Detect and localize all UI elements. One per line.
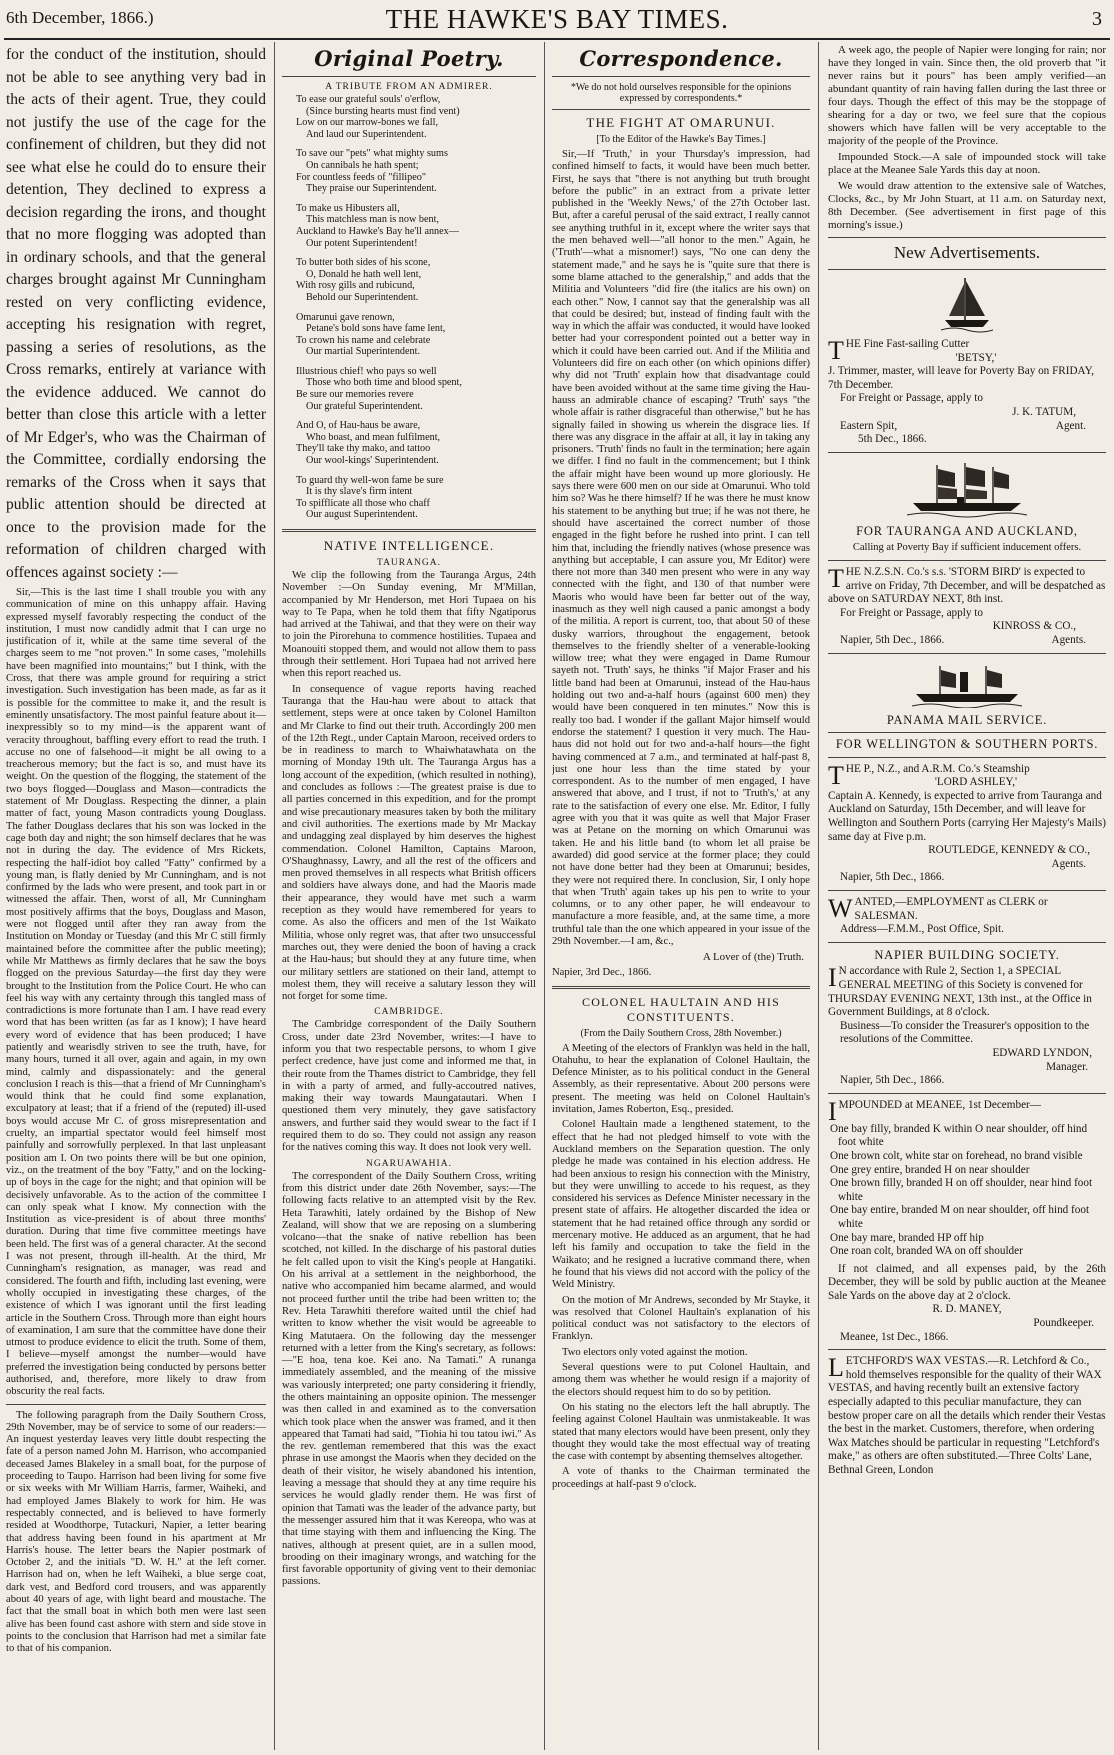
fight-title: THE FIGHT AT OMARUNUI. — [586, 115, 776, 130]
drop-cap: W — [828, 894, 853, 924]
divider — [828, 269, 1106, 270]
impounded-item: One roan colt, branded WA on off shoulder — [830, 1245, 1023, 1258]
poem-line: On cannibals he hath spent; — [306, 159, 419, 171]
divider — [828, 732, 1106, 733]
news-rain: A week ago, the people of Napier were longing for rain; nor have they longed in vain. Since then, the old proverb that "it never rains but it pours" has been amply verified—an abundant quantity of rain having fallen during the last three or four days. Though the effect of this may be the stoppage of shearing for a day or two, we feel sure that the copious showers which have fallen will be very acceptable to the majority of the people of the Province. — [828, 44, 1106, 147]
poem-line: And O, of Hau-haus be aware, — [296, 420, 421, 432]
poem-stanza — [296, 94, 536, 140]
news-watches-sale: We would draw attention to the extensive sale of Watches, Clocks, &c., by Mr John Stuart, at 11 a.m. on Saturday next, 8th December. (See advertisement in first page of this morning's issue.) — [828, 180, 1106, 231]
place: Napier, 5th Dec., 1866. — [840, 871, 945, 884]
poem-line: Be sure our memories revere — [296, 389, 414, 401]
divider — [828, 757, 1106, 758]
original-poetry-header: Original Poetry. — [314, 46, 504, 71]
harrison-paragraph: The following paragraph from the Daily Southern Cross, 29th November, may be of service to some of our readers:—An inquest yesterday leaves very little doubt respecting the fate of a person named John M. Harrison, who accompanied deceased James Blakeley in a small boat, for the purpose of proceeding to Taupo. Harrison had been living for some five or six weeks with Mr William Harris, farmer, Waiheki, and had employed James Blakely to work for him. He was respectably connected, and is believed to have formerly resided at Woodthorpe, Tutackuri, Napier, a letter bearing that address having been found in his apartment at Mr Harris's house. The letter bears the Napier postmark of October 2, and the initials "D. W. H." at the left corner. Harrison had on, when he left Waiheki, a blue serge coat, dark vest, and Bedford cord trousers, and was apparently about 40 years of age, with light beard and moustache. The fact that the small boat in which both men were last seen alive has been found cast ashore with stern and side stove in points to the conclusion that Harrison had met a similar fate to that of his companion. — [6, 1409, 266, 1655]
place-row — [828, 420, 1106, 434]
drop-cap: T — [828, 760, 844, 790]
role: Agent. — [1055, 419, 1086, 432]
column-divider — [544, 42, 545, 1750]
ad-title: PANAMA MAIL SERVICE. — [886, 712, 1048, 727]
tauranga-paragraph-2: In consequence of vague reports having reached Tauranga that the Hau-hau were about to attack that settlement, steps were at once taken by Colonel Hamilton and Mr Clarke to find out their truth. Accordingly 200 men of the 12th Regt., under Captain Maroon, received orders to be in readiness to march to Whaiwhatawhata on the morning of Monday 19th ult. The Tauranga Argus has a long account of the expedition, (which resulted in nothing), and concludes as follows :—The greatest praise is due to all parties concerned in this expedition, and for the prompt and wise precautionary measures taken by both the military and civil authorities. The exertions made by Mr Mackay and undagging zeal displayed by him deserves the highest commendation. Colonel Hamilton, Captains Maroon, O'Shaughnassy, Lawry, and all the rest of the officers and men proved themselves in all respects what British officers and soldiers have always done, and had the Maoris made their appearance, they would have met such a warm reception as they would have remembered for years to come. As also the officers and men of the 1st Waikato Militia, whose only regret was, that after two unsuccessful marches out, they were denied the boon of having a crack at the Hau-haus; but should they at any future time, when our military settlers are stationed on their land, attempt to molest them, they will receive a salutary lesson they will not forget for some time. — [282, 683, 536, 1003]
betsy-text: J. Trimmer, master, will leave for Poverty Bay on FRIDAY, 7th December. — [828, 365, 1095, 391]
poem-line: Our grateful Superintendent. — [306, 400, 423, 412]
column-3 — [552, 44, 810, 1750]
ngaruawahia-paragraph: The correspondent of the Daily Southern Cross, writing from this district under date 26th November, says:—The following facts relative to an attempted visit by the Rev. Heta Tarawhiti, lately ordained by the Bishop of New Zealand, will show that we are reposing on a slumbering volcano—that the snake of native rebellion has been scotched, not killed. In the discharge of his pastoral duties he felt called upon to visit the King's people at Hangatiki. On his arrival at a settlement in the neighborhood, the native who accompanied him became alarmed, and would not proceed further until the tribe had been written to; the Rev. Heta Tarawhiti therefore waited until the chief had written to know whether the visit would be agreeable to King Matutaera. On the following day the messenger returned with a letter from the King's secretary, as follows:—"E hoa, tena koe. Kei ano. Na Tamati." A runanga immediately assembled, and the meaning of the missive was variously interpreted; one party considering it friendly, the others maintaining an opposite opinion. The messenger was then called in and examined as to the conversation which took place when the answer was framed, and it then appeared that Tamati had said, "Tiohia hi tou tatou iwi." As the rev. gentleman remembered that this was the exact phrase in use amongst the Maoris when they decided on the death of their visitor, he wisely abandoned his intention, leaving a message that should they at any time require his services he would gladly render them. He was first of opinion that Tamati was the leader of the advance party, but the messenger assured him that it was Kereopa, who was at that time staying with them and influencing the King. The natives, although at present quiet, are in a sullen mood, brooding on their imaginary wrongs, and watching for the first favorable opportunity of giving vent to their demoniac passions. — [282, 1170, 536, 1588]
poem-line: This matchless man is now bent, — [306, 214, 439, 226]
poem-line: To ease our grateful souls' o'erflow, — [296, 94, 441, 105]
divider — [282, 76, 536, 77]
place: Meanee, 1st Dec., 1866. — [840, 1330, 949, 1343]
mail-steamer-icon — [912, 660, 1022, 708]
poem-line: Our wool-kings' Superintendent. — [306, 455, 439, 467]
letchford-advertisement — [828, 1355, 1106, 1477]
place: Napier, 5th Dec., 1866. — [840, 1074, 945, 1087]
tauranga-subhead: TAURANGA. — [377, 558, 441, 568]
impounded-item: One brown filly, branded H on off shoulder, near hind foot white — [830, 1177, 1093, 1203]
impounded-advertisement — [828, 1096, 1106, 1345]
agent-name: EDWARD LYNDON, — [992, 1046, 1092, 1059]
poem-line: Omarunui gave renown, — [296, 311, 395, 323]
fight-signature: A Lover of (the) Truth. — [702, 951, 804, 964]
drop-cap: T — [828, 336, 844, 365]
freight-line: For Freight or Passage, apply to — [840, 606, 983, 619]
news-impounded-stock: Impounded Stock.—A sale of impounded stock will take place at the Meanee Sale Yards this day at noon. — [828, 151, 1106, 176]
poem-line: And laud our Superintendent. — [306, 128, 427, 140]
cutter-icon — [941, 276, 993, 334]
poem-line: Low on our marrow-bones we fall, — [296, 117, 439, 129]
building-business: Business—To consider the Treasurer's opposition to the resolutions of the Committee. — [840, 1019, 1090, 1046]
poem-line: With rosy gills and rubicund, — [296, 280, 415, 292]
haultain-paragraph: Several questions were to put Colonel Haultain, and among them was whether he would resign if a majority of the electors should request him to do so by petition. — [552, 1362, 810, 1398]
impounded-list — [828, 1123, 1106, 1259]
impounded-item: One grey entire, branded H on near shoulder — [830, 1163, 1030, 1176]
poem-line: For countless feeds of "fillipeo" — [296, 171, 426, 183]
divider — [828, 1349, 1106, 1350]
agent-name: KINROSS & CO., — [992, 620, 1076, 633]
agent-name: J. K. TATUM, — [1012, 405, 1076, 418]
building-society-advertisement — [828, 949, 1106, 1088]
fight-date: Napier, 3rd Dec., 1866. — [552, 967, 652, 979]
column-divider — [274, 42, 275, 1750]
divider — [828, 890, 1106, 891]
impounded-item: One bay entire, branded M on near shoulder, off hind foot white — [830, 1204, 1090, 1230]
poem-line: They praise our Superintendent. — [306, 183, 437, 195]
divider — [828, 237, 1106, 238]
article-continuation: for the conduct of the institution, should not be able to see anything very bad in the acts of their agent. True, they could not justify the use of the cage for the confinement of children, but they did not see what else he could do to ensure their detention, They declined to express a decision regarding the irons, and thought that no more flogging was adopted than in ordinary schools, and that the general charges brought against Mr Cunningham rested on very conflicting evidence, accepting his resignation with regret, passing a series of resolutions, as the Cross remarks, entirely at variance with the evidence adduced. We cannot do better than close this article with a letter of Mr Edger's, who was the Chairman of the Committee, cordially endorsing the remarks of the Cross when it says that public attention should be directed at once to the provision made for the reformation of children charged with offences against society :— — [6, 46, 266, 581]
poem-line: Behold our Superintendent. — [306, 291, 419, 303]
haultain-paragraph: A Meeting of the electors of Franklyn was held in the hall, Otahuhu, to hear the explanation of Colonel Haultain, the Defence Minister, as to his political conduct in the General Assembly, as their representative. About 200 persons were present. The meeting was held on Colonel Haultain's invitation, James Roberton, Esq., presided. — [552, 1042, 810, 1116]
poem-line: Those who both time and blood spent, — [306, 377, 462, 389]
column-2 — [282, 44, 536, 1750]
wanted-address: Address—F.M.M., Post Office, Spit. — [840, 923, 1004, 936]
betsy-advertisement — [828, 338, 1106, 447]
divider — [828, 942, 1106, 943]
ngaruawahia-subhead: NGARUAWAHIA. — [366, 1158, 452, 1169]
poem-line: To make us Hibusters all, — [296, 202, 400, 214]
drop-cap: T — [828, 563, 844, 593]
page-number: 3 — [1092, 8, 1102, 30]
poem-title: A TRIBUTE FROM AN ADMIRER. — [325, 82, 493, 92]
issue-date: 6th December, 1866.) — [6, 8, 154, 27]
column-divider — [818, 42, 819, 1750]
drop-cap: I — [828, 963, 837, 993]
divider — [6, 1404, 266, 1405]
poem-line: Our potent Superintendent! — [306, 237, 418, 249]
correspondence-header: Correspondence. — [579, 46, 783, 71]
panama-text: Captain A. Kennedy, is expected to arrive from Tauranga and Auckland on Saturday, 15th December, and will leave for Wellington and Southern Ports (carrying Her Majesty's Mails) same day at Five p.m. — [828, 789, 1106, 843]
divider — [282, 529, 536, 532]
poem-line: To butter both sides of his scone, — [296, 257, 431, 269]
poem-stanza — [296, 366, 536, 412]
column-4 — [828, 44, 1106, 1750]
fight-addressee: [To the Editor of the Hawke's Bay Times.] — [596, 134, 766, 145]
poem-line: To spifflicate all those who chaff — [296, 497, 430, 509]
role: Poundkeeper. — [1033, 1317, 1094, 1330]
cambridge-paragraph: The Cambridge correspondent of the Daily Southern Cross, under date 23rd November, writes:—I have to inform you that two respectable persons, to whom I give perfect credence, have just come and informed me that, in their route from the Thames district to Cambridge, they fell in with a party of armed, and fully-accoutred natives, making their way towards Maungatautari. When I questioned them very minutely, they gave satisfactory answers, and further said they would swear to the fact if I required them to do so. They could not assign any reason for the natives coming this way. It does not look very well. — [282, 1019, 536, 1154]
poem-line: Auckland to Hawke's Bay he'll annex— — [296, 225, 459, 237]
panama-mail-advertisement — [828, 714, 1106, 886]
poem-line: Who boast, and mean fulfilment, — [306, 431, 441, 443]
haultain-paragraph: Colonel Haultain made a lengthened statement, to the effect that he had not pledged himself to vote with the Auckland members on the Separation question. The only pledge he made was contained in his election address. He had been anxious to resign his connection with the Ministry, but they were unwilling to accede to his request, as they considered his services as Defence Minister necessary in the present state of affairs. He altogether discarded the idea or statement that he had retained office through any sordid or mercenary motive. He adduced as an argument, that he had left his family and occupation to take the field in the Waikato; and he resigned a lucrative command there, when he found that his views did not accord with the policy of the Weld Ministry. — [552, 1119, 810, 1291]
impounded-notice: If not claimed, and all expenses paid, by the 26th December, they will be sold by public auction at the Meanee Sale Yards on the above day at 2 o'clock. — [828, 1262, 1106, 1302]
new-advertisements-header: New Advertisements. — [893, 243, 1041, 262]
divider — [828, 1093, 1106, 1094]
impounded-body: MPOUNDED at MEANEE, 1st December— — [838, 1098, 1041, 1111]
date: 5th Dec., 1866. — [858, 433, 927, 446]
drop-cap: L — [828, 1353, 844, 1383]
role: Manager. — [1046, 1060, 1088, 1073]
poem-stanza — [296, 312, 536, 358]
wanted-advertisement — [828, 896, 1106, 937]
haultain-title: COLONEL HAULTAIN AND HIS CONSTITUENTS. — [582, 994, 780, 1024]
disclaimer: *We do not hold ourselves responsible for the opinions expressed by correspondents.* — [570, 82, 792, 104]
haultain-source: (From the Daily Southern Cross, 28th November.) — [580, 1027, 782, 1039]
divider — [828, 452, 1106, 453]
poem-stanza — [296, 148, 536, 194]
building-body: N accordance with Rule 2, Section 1, a SPECIAL GENERAL MEETING of this Society is convened for THURSDAY EVENING NEXT, 13th inst., at the Office in Government Buildings, at 8 o'clock. — [828, 965, 1092, 1019]
agent-name: R. D. MANEY, — [932, 1303, 1002, 1316]
tauranga-paragraph-1: We clip the following from the Tauranga Argus, 24th November :—On Sunday evening, Mr M'Millan, accompanied by Mr Henderson, met Hori Tupaea on his way to Te Papa, when he told them that fifty Ngatiporus had arrived at the Tahiwai, and that they were on their way to join the Pirorehuna to commence hostilities. Tupaea and Moanouiti stopped them, and would not allow them to pass through their settlement. Hori Tupaea had not arrived here when this report reached us. — [282, 570, 536, 680]
poem-line: They'll take thy mako, and tattoo — [296, 443, 431, 455]
panama-body: HE P., N.Z., and A.R.M. Co.'s Steamship — [845, 762, 1030, 775]
drop-cap: I — [828, 1096, 837, 1126]
haultain-paragraph: Two electors only voted against the motion. — [562, 1346, 748, 1358]
newspaper-title: THE HAWKE'S BAY TIMES. — [385, 4, 729, 34]
role: Agents. — [1051, 857, 1086, 870]
poem-line: O, Donald he hath well lent, — [306, 268, 422, 280]
role: Agents. — [1051, 633, 1086, 646]
native-intelligence-title: NATIVE INTELLIGENCE. — [323, 538, 495, 553]
place: Napier, 5th Dec., 1866. — [840, 633, 945, 646]
storm-bird-advertisement — [828, 525, 1106, 648]
poem-line: It is thy slave's firm intent — [306, 486, 413, 498]
haultain-paragraph: A vote of thanks to the Chairman terminated the proceedings at half-past 9 o'clock. — [552, 1466, 810, 1490]
betsy-intro: HE Fine Fast-sailing Cutter — [845, 338, 970, 350]
poem-line: Our martial Superintendent. — [306, 346, 421, 358]
haultain-paragraph: On his stating no the electors left the hall abruptly. The feeling against Colonel Haultain was unmistakeable. It was stated that many electors would have been present, only they thought they would take the most effectual way of treating the case with contempt by absenting themselves altogether. — [552, 1401, 810, 1463]
steamship-icon — [907, 459, 1027, 519]
place: Eastern Spit, — [840, 419, 898, 432]
masthead — [0, 0, 1114, 40]
impounded-item: One bay filly, branded K within O near shoulder, off hind foot white — [830, 1122, 1088, 1149]
freight-line: For Freight or Passage, apply to — [840, 392, 983, 405]
poem — [282, 94, 536, 521]
ad-subtitle: FOR WELLINGTON & SOUTHERN PORTS. — [835, 737, 1099, 752]
ad-subtitle: Calling at Poverty Bay if sufficient inducement offers. — [852, 542, 1082, 554]
poem-stanza — [296, 203, 536, 249]
divider — [828, 653, 1106, 654]
letchford-body: ETCHFORD'S WAX VESTAS.—R. Letchford & Co., hold themselves responsible for the quality of their WAX VESTAS, and having recently built an extensive factory especially adapted to this peculiar manufacture, they can bestow proper care on all the details which render their Vestas the best in the market. Customers, therefore, when ordering Wax Matches should be particular in requesting "Letchford's make," as others are often substituted.—Three Colts' Lane, Bethnal Green, London — [828, 1355, 1106, 1476]
ad-title: FOR TAURANGA AND AUCKLAND, — [856, 523, 1078, 538]
ship-name: 'LORD ASHLEY,' — [934, 776, 1018, 789]
poem-line: (Since bursting hearts must find vent) — [306, 105, 460, 117]
poem-stanza — [296, 257, 536, 303]
agent-name: ROUTLEDGE, KENNEDY & CO., — [928, 844, 1090, 857]
impounded-item: One bay mare, branded HP off hip — [830, 1231, 984, 1244]
top-rule — [4, 38, 1110, 40]
poem-stanza — [296, 475, 536, 521]
poem-line: To guard thy well-won fame be sure — [296, 474, 444, 486]
impounded-item: One brown colt, white star on forehead, no brand visible — [830, 1149, 1083, 1162]
divider — [552, 109, 810, 110]
poem-line: Our august Superintendent. — [306, 509, 418, 521]
letter-body: Sir,—This is the last time I shall trouble you with any communication of mine on this unhappy affair. Having expressed myself favorably respecting the conduct of the institution, I must now candidly admit that I can urge no justification of it, while at the same time several of the charges seem to me "not proven." In some cases, "molehills have been magnified into mountains;" but I think, with the Cross, that there was ample ground for requiring a strict investigation. Such investigation has been made, as far as it is possible for the committee to make it, and the result is eminently unsatisfactory. The most painful feature about it—inexpressibly so to my mind—is the apparent want of veracity throughout, baffling every effort to read the truth. I accuse no one of falsehood—it might be all owing to a treacherous memory; but the fact is so, and must have its weight. On the question of the flogging, the statement of the two boys flogged—Douglass and Mason—contradicts the statement of Mr Douglass. Respecting the dinner, a plain matter of fact, young Mason contradicts young Douglass. The father Douglass declares that his son was locked in the cage both day and night; the son himself declares that he was not in during the day. The evidence of Mrs Rickets, respecting the half-idiot boy called "Fatty" confirmed by a young man, is flatly denied by Mr Cunningham, and is not confirmed by the lads who were present, and took part in or witnessed the affair. Then, worst of all, Mr Cunningham most positively affirms that the boys, Douglass and Mason, were not flogged until after they ran away from the Institution on Monday or Tuesday (and this Mr C still firmly maintained before the committee after the public meeting); while Mr Matthews as firmly declares that he saw the boys flogged on the previous Saturday—the first day they were brought to the Institution from the Police Court. He who can feel his way with any certainty through this tangled mass of contradictions is more fortunate than I am. I have read every word that has been written (as far as I know); I have heard every word of evidence that has been produced; I have patiently and wearisdly striven to see the truth, have, for many hours, turned it all over, again and again, in my own mind, calmly and dispassionately: and the general conclusion I reach is this—that a friend of Mr Cunningham's would think that he could find some explanation, exculpatory at least; that if a friend of the (reputed) ill-used boys would accuse Mr C. of gross misrepresentation and cruelty, an impartial spectator would feel himself most painfully and sorrowfully perplexed. In that last unpleasant position am I. On two points there will be but one opinion, viz., on the treatment of the boy "Fatty," and on the locking-up of boys in the cage for the night; and that opinion will be decisively unfavorable. As to the action of the committee I can only speak what I know. My connection with the Institution as vice-president is of about three months' duration. During that time five committee meetings have been held. The first was of a general character. At the second I was not present, through ill-health. At the third, Mr Cunningham's resignation, as manager, was read and considered. The fourth and fifth, including last evening, were wholly occupied in investigating these charges, of the existence of which I was ignorant until the first leading article in the Southern Cross. Through more than eight hours of examination, I am sure that the committee have done their utmost to produce evidence to elicit the truth. Some of them, I believe—myself amongst the number—would have preferred the investigation being conducted by persons better authorised, and, therefore, more likely to draw from obscurity the real facts. — [6, 587, 266, 1398]
poem-line: Illustrious chief! who pays so well — [296, 365, 437, 377]
poem-stanza — [296, 420, 536, 466]
ad-title: NAPIER BUILDING SOCIETY. — [874, 947, 1060, 962]
divider — [828, 560, 1106, 561]
column-1 — [6, 44, 266, 1750]
poem-line: To save our "pets" what mighty sums — [296, 148, 448, 160]
storm-body: HE N.Z.S.N. Co.'s s.s. 'STORM BIRD' is expected to arrive on Friday, 7th December, and will be despatched as above on SATURDAY NEXT, 8th inst. — [828, 565, 1106, 606]
place-row — [828, 634, 1106, 648]
fight-letter: Sir,—If 'Truth,' in your Thursday's impression, had confined himself to facts, it would have been much better. First, he says that "there is not anything but truth brought before the public" in an extract from a private letter published in the 'Weekly News,' of the 27th October last. But, after a careful perusal of the said extract, I really cannot see anything truthful in it, except where the writer says that the men behaved well—"all honor to the men." Again, he ('Truth'—what a misnomer!) says, "No one can deny the statement made," and he says he is "quite sure that there is some blame attached to the generalship," and adds that the Militia and Volunteers "did fire (the italics are his own) on each other." Now, I cannot say that the generalship was all that could be desired; but, instead of finding fault with the way in which the affair was conducted, it would have looked better had your correspondent pointed out a better way in which it could have been carried out. And if the Militia and Volunteers did fire on each other (on which opinions differ) why did not 'Truth' explain how that disadvantage could have been avoided without at the same time giving the Hau-hauss an admirable chance of escaping? 'Truth' says "the whole affair is rather disgraceful than otherwise," but he has signally failed in showing us wherein the disgrace lies. If there was any disgrace in the affair at all, it lay in taking any prisoners. 'Truth' finds no fault in the termination; here again we differ. I find no fault in the commencement; but I think the affair might have been wound up more gloriously. He says there were 600 men on our side at Omarunui. Who told him so? Was he there himself? If he was there he must know his statement to be anything but true; if he was not there, he should have ascertained the correct number of those engaged in the fight before he rushed into print. I can tell him that, including the friendly natives (whose presence was anything but acceptable, I can assure you, Mr Editor) were there not more than 340 men present who were in any way connected with the fight, and 130 of that number were Maoris who would have been far better out of the way, inasmuch as they well nigh caused a panic amongst a body of the militia. A report is current, too, that about 50 of these dusky warriors, throughout the engagement, betook themselves to the friendly shelter of a venerable-looking willow tree; what they were engaged in Dame Rumour sayeth not. 'Truth' says, he thinks "if Major Fraser and his little band had been at Omarunui, instead of the Hau-haus holding out two and-a-half hours (against 600 men) they would have been conquered in ten minutes." Now this is really too bad. I wonder if the gallant Major himself would endorse the statement? I question it very much. The Hau-haus did not hold out for two and-a-half hours—the fight having commenced at 7 a.m., and terminated at half-past 8, just one hour less than the time stated by your correspondent. As to the number of men engaged, I have answered that above, and I trust, if not to 'Truth's,' at any rate to the satisfaction of every one else. Mr. Editor, I fully agree with you that it was quite as well that Major Fraser was at Petane on the morning on which Omarunui was taken. He and his little band (to whom let all praise be awarded) did good service at the former place; they could not have done better had they been at Omarunui; besides, they were not required there. In conclusion, Sir, I only hope that when 'Truth' again takes up his pen to write to your columns, or to any other paper, he will endeavour to manufacture a more feasible, and, at the same time, a more truthful tale than the one which appeared in your issue of the 29th November.—I am, &c., — [552, 149, 810, 947]
cambridge-subhead: CAMBRIDGE. — [374, 1007, 444, 1018]
haultain-paragraph: On the motion of Mr Andrews, seconded by Mr Stayke, it was resolved that Colonel Haultain's explanation of his political conduct was not satisfactory to the electors of Franklyn. — [552, 1294, 810, 1343]
wanted-body: ANTED,—EMPLOYMENT as CLERK or SALESMAN. — [854, 896, 1048, 922]
poem-line: Petane's bold sons have fame lent, — [306, 323, 446, 335]
divider — [552, 986, 810, 989]
ship-name: 'BETSY,' — [955, 351, 997, 364]
divider — [552, 76, 810, 77]
poem-line: To crown his name and celebrate — [296, 334, 431, 346]
disclaimer-text: We do not hold ourselves responsible for the opinions expressed by correspondents. — [575, 82, 792, 104]
